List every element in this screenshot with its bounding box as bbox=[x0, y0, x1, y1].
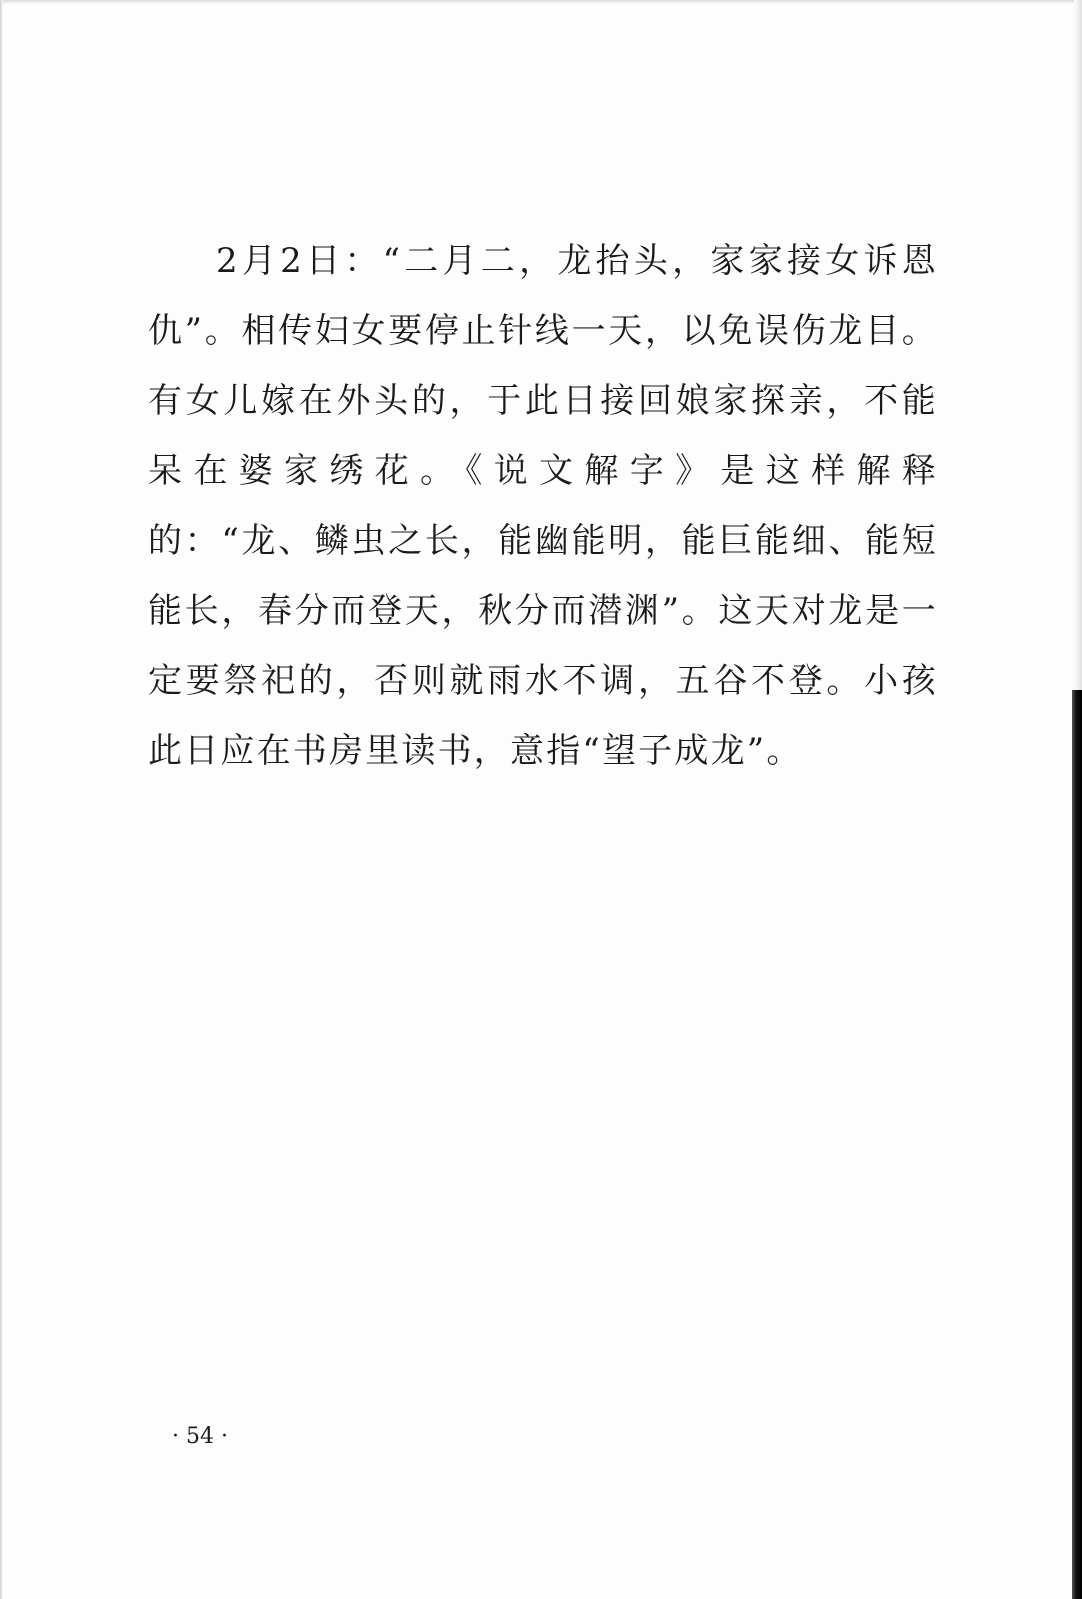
scan-edge-right-shadow bbox=[1072, 690, 1082, 1599]
scan-edge-top bbox=[0, 0, 1082, 4]
scan-edge-right bbox=[1074, 0, 1082, 690]
scan-edge-left bbox=[0, 0, 3, 1599]
body-paragraph: 2月2日：“二月二，龙抬头，家家接女诉恩仇”。相传妇女要停止针线一天，以免误伤龙目。有女儿嫁在外头的，于此日接回娘家探亲，不能呆在婆家绣花。《说文解字》是这样解释的：“龙、鳞虫之长，能幽能明，能巨能细、能短能长，春分而登天，秋分而潜渊”。这天对龙是一定要祭祀的，否则就雨水不调，五谷不登。小孩此日应在书房里读书，意指“望子成龙”。 bbox=[148, 241, 938, 771]
page-number: · 54 · bbox=[172, 1424, 228, 1449]
